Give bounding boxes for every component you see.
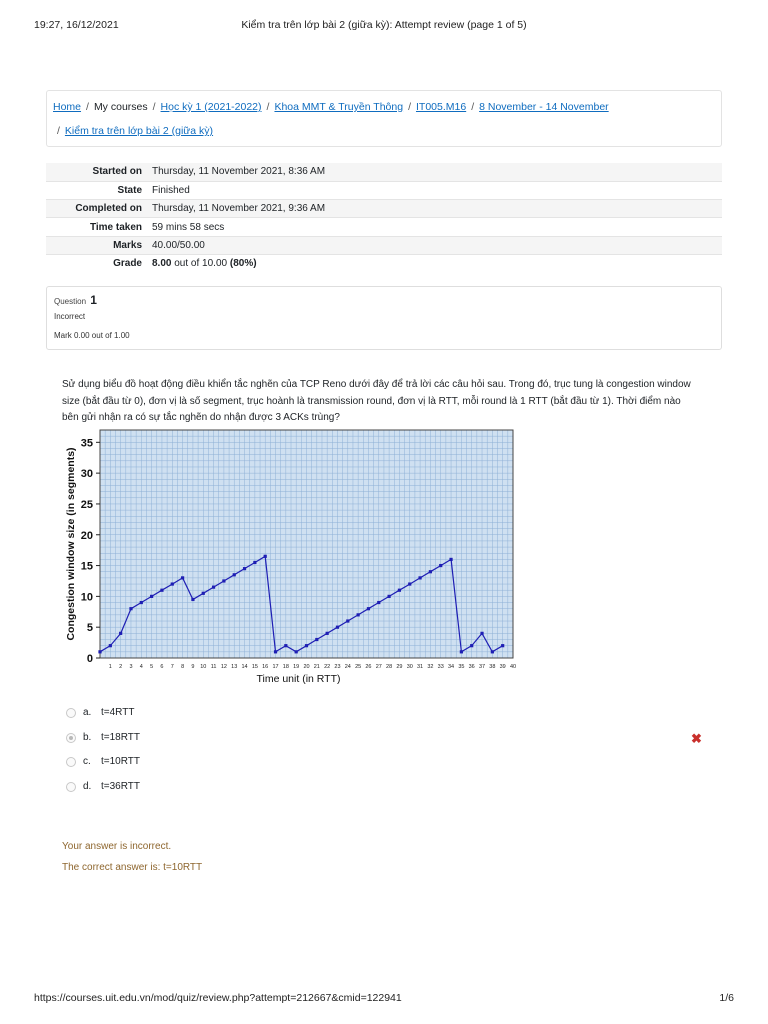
question-info-box bbox=[46, 286, 722, 350]
x-tick-label: 17 bbox=[272, 664, 279, 670]
x-tick-label: 31 bbox=[417, 664, 424, 670]
breadcrumb-separator: / bbox=[86, 101, 89, 113]
data-point bbox=[429, 570, 432, 573]
data-point bbox=[357, 613, 360, 616]
completed-on-label: Completed on bbox=[46, 200, 150, 218]
feedback bbox=[62, 836, 202, 878]
data-point bbox=[336, 626, 339, 629]
incorrect-cross-icon: ✖ bbox=[691, 730, 702, 746]
breadcrumb-separator: / bbox=[408, 101, 411, 113]
data-point bbox=[233, 573, 236, 576]
table-row bbox=[46, 163, 722, 181]
print-page-number: 1/6 bbox=[719, 992, 734, 1004]
x-tick-label: 37 bbox=[478, 664, 486, 670]
data-point bbox=[398, 589, 401, 592]
x-tick-label: 18 bbox=[282, 664, 289, 670]
data-point bbox=[222, 579, 225, 582]
y-tick-label: 20 bbox=[80, 529, 93, 542]
breadcrumb-week-link[interactable]: 8 November - 14 November bbox=[479, 101, 609, 113]
data-point bbox=[140, 601, 143, 604]
y-tick-label: 35 bbox=[80, 437, 93, 450]
data-point bbox=[253, 561, 256, 564]
data-point bbox=[460, 650, 463, 653]
x-tick-label: 14 bbox=[241, 664, 248, 670]
data-point bbox=[408, 582, 411, 585]
completed-on-value: Thursday, 11 November 2021, 9:36 AM bbox=[150, 200, 722, 218]
x-tick-label: 23 bbox=[334, 664, 341, 670]
data-point bbox=[418, 576, 421, 579]
x-tick-label: 6 bbox=[160, 664, 164, 670]
data-point bbox=[98, 650, 101, 653]
data-point bbox=[181, 576, 184, 579]
breadcrumb bbox=[46, 90, 722, 147]
table-row bbox=[46, 181, 722, 199]
x-tick-label: 10 bbox=[200, 664, 207, 670]
option-letter: b. bbox=[83, 731, 92, 743]
print-header bbox=[0, 0, 768, 34]
grade-label: Grade bbox=[46, 254, 150, 272]
x-tick-label: 3 bbox=[129, 664, 133, 670]
state-label: State bbox=[46, 181, 150, 199]
question-text: Sử dụng biểu đồ hoạt động điều khiển tắc nghẽn của TCP Reno dưới đây để trả lời các câu hỏi sau. Trong đó, trục tung là congestion window size (bắt đầu từ 0), đơn vị là số segment, trục hoành là transmission round, đơn vị là RTT, mỗi round là 1 RTT (bắt đầu từ 1). Thời điểm nào bên gửi nhận ra có sự tắc nghẽn do nhận được 3 ACKs trùng? bbox=[62, 379, 691, 423]
breadcrumb-faculty-link[interactable]: Khoa MMT & Truyền Thông bbox=[274, 101, 404, 113]
data-point bbox=[439, 564, 442, 567]
x-tick-label: 36 bbox=[468, 664, 475, 670]
x-tick-label: 5 bbox=[150, 664, 154, 670]
started-on-value: Thursday, 11 November 2021, 8:36 AM bbox=[150, 163, 722, 181]
x-tick-label: 4 bbox=[139, 664, 143, 670]
data-point bbox=[160, 589, 163, 592]
y-tick-label: 0 bbox=[86, 653, 93, 665]
x-axis-label: Time unit (in RTT) bbox=[256, 673, 341, 685]
table-row bbox=[46, 254, 722, 272]
data-point bbox=[243, 567, 246, 570]
marks-label: Marks bbox=[46, 236, 150, 254]
table-row bbox=[46, 236, 722, 254]
x-tick-label: 16 bbox=[262, 664, 269, 670]
x-tick-label: 13 bbox=[231, 664, 238, 670]
x-tick-label: 12 bbox=[220, 664, 227, 670]
breadcrumb-home-link[interactable]: Home bbox=[53, 101, 82, 113]
data-point bbox=[480, 632, 483, 635]
x-tick-label: 29 bbox=[396, 664, 403, 670]
x-tick-label: 35 bbox=[458, 664, 465, 670]
x-tick-label: 39 bbox=[499, 664, 506, 670]
grade-out-of: out of 10.00 bbox=[174, 258, 228, 270]
print-url: https://courses.uit.edu.vn/mod/quiz/review.php?attempt=212667&cmid=122941 bbox=[34, 992, 402, 1004]
breadcrumb-semester-link[interactable]: Học kỳ 1 (2021-2022) bbox=[160, 101, 262, 113]
data-point bbox=[202, 592, 205, 595]
option-c-radio[interactable] bbox=[66, 757, 76, 767]
state-value: Finished bbox=[150, 181, 722, 199]
data-point bbox=[305, 644, 308, 647]
option-a-radio[interactable] bbox=[66, 708, 76, 718]
data-point bbox=[109, 644, 112, 647]
grade-value-cell bbox=[150, 254, 722, 272]
x-tick-label: 11 bbox=[210, 664, 217, 670]
x-tick-label: 26 bbox=[365, 664, 372, 670]
table-row bbox=[46, 218, 722, 236]
option-letter: d. bbox=[83, 780, 92, 792]
breadcrumb-my-courses[interactable]: My courses bbox=[93, 101, 148, 113]
started-on-label: Started on bbox=[46, 163, 150, 181]
data-point bbox=[295, 650, 298, 653]
y-tick-label: 5 bbox=[86, 622, 93, 635]
breadcrumb-separator: / bbox=[152, 101, 156, 113]
y-tick-label: 10 bbox=[80, 591, 93, 604]
data-point bbox=[367, 607, 370, 610]
data-point bbox=[315, 638, 318, 641]
x-tick-label: 32 bbox=[427, 664, 434, 670]
x-tick-label: 30 bbox=[406, 664, 413, 670]
grade-percent: (80%) bbox=[229, 258, 257, 270]
attempt-summary-table bbox=[46, 163, 722, 273]
option-b-radio[interactable] bbox=[66, 733, 76, 743]
option-text: t=18RTT bbox=[101, 731, 140, 743]
question-state: Incorrect bbox=[54, 312, 86, 321]
data-point bbox=[171, 582, 174, 585]
breadcrumb-row-1 bbox=[53, 101, 609, 113]
x-tick-label: 33 bbox=[437, 664, 444, 670]
data-point bbox=[129, 607, 132, 610]
question-number-value: 1 bbox=[90, 293, 97, 307]
data-point bbox=[377, 601, 380, 604]
option-letter: a. bbox=[83, 707, 92, 718]
option-letter: c. bbox=[83, 756, 91, 767]
time-taken-label: Time taken bbox=[46, 218, 150, 236]
data-point bbox=[501, 644, 504, 647]
breadcrumb-separator: / bbox=[57, 125, 60, 137]
grade-value: 8.00 bbox=[152, 258, 172, 270]
feedback-correct-answer: The correct answer is: t=10RTT bbox=[62, 862, 203, 873]
data-point bbox=[449, 558, 452, 561]
x-tick-label: 1 bbox=[108, 664, 112, 670]
data-point bbox=[491, 650, 494, 653]
data-point bbox=[191, 598, 194, 601]
data-point bbox=[346, 619, 349, 622]
x-tick-label: 24 bbox=[344, 664, 351, 670]
data-point bbox=[264, 555, 267, 558]
x-tick-label: 7 bbox=[170, 664, 174, 670]
breadcrumb-separator: / bbox=[471, 101, 475, 113]
x-tick-label: 27 bbox=[375, 664, 382, 670]
x-tick-label: 28 bbox=[386, 664, 393, 670]
x-tick-label: 21 bbox=[313, 664, 320, 670]
data-point bbox=[119, 632, 122, 635]
x-tick-label: 20 bbox=[303, 664, 310, 670]
y-tick-label: 25 bbox=[80, 498, 93, 511]
x-tick-label: 22 bbox=[324, 664, 331, 670]
breadcrumb-quiz-link[interactable]: Kiểm tra trên lớp bài 2 (giữa kỳ) bbox=[64, 125, 214, 137]
data-point bbox=[212, 586, 215, 589]
marks-value: 40.00/50.00 bbox=[150, 236, 722, 254]
option-d[interactable] bbox=[66, 780, 726, 805]
data-point bbox=[150, 595, 153, 598]
x-tick-label: 15 bbox=[251, 664, 258, 670]
print-title: Kiểm tra trên lớp bài 2 (giữa kỳ): Attempt review (page 1 of 5) bbox=[241, 19, 527, 31]
question-label: Question bbox=[54, 297, 87, 306]
option-text: t=10RTT bbox=[101, 756, 140, 767]
option-a[interactable] bbox=[66, 706, 726, 731]
breadcrumb-course-link[interactable]: IT005.M16 bbox=[415, 101, 467, 113]
x-tick-label: 8 bbox=[181, 664, 185, 670]
x-tick-label: 34 bbox=[447, 664, 455, 670]
y-tick-label: 30 bbox=[80, 468, 93, 481]
x-tick-label: 2 bbox=[119, 664, 123, 670]
option-b[interactable] bbox=[66, 731, 726, 756]
feedback-incorrect: Your answer is incorrect. bbox=[62, 841, 172, 852]
data-point bbox=[284, 644, 287, 647]
breadcrumb-row-2 bbox=[57, 125, 213, 137]
answer-options bbox=[66, 706, 726, 804]
x-tick-label: 40 bbox=[509, 664, 517, 670]
congestion-window-chart bbox=[56, 422, 518, 687]
question-mark: Mark 0.00 out of 1.00 bbox=[54, 331, 130, 340]
x-tick-label: 38 bbox=[489, 664, 496, 670]
data-point bbox=[388, 595, 391, 598]
y-tick-label: 15 bbox=[80, 560, 93, 573]
x-tick-label: 19 bbox=[293, 664, 300, 670]
breadcrumb-separator: / bbox=[266, 101, 270, 113]
print-datetime: 19:27, 16/12/2021 bbox=[34, 19, 119, 31]
option-text: t=4RTT bbox=[101, 707, 135, 718]
x-tick-label: 9 bbox=[191, 664, 195, 670]
option-c[interactable] bbox=[66, 755, 726, 780]
y-axis-label: Congestion window size (in segments) bbox=[65, 447, 77, 641]
data-point bbox=[326, 632, 329, 635]
time-taken-value: 59 mins 58 secs bbox=[150, 218, 722, 236]
option-d-radio[interactable] bbox=[66, 782, 76, 792]
question-number bbox=[54, 293, 97, 307]
table-row bbox=[46, 200, 722, 218]
option-text: t=36RTT bbox=[101, 780, 140, 792]
data-point bbox=[470, 644, 473, 647]
data-point bbox=[274, 650, 277, 653]
x-tick-label: 25 bbox=[355, 664, 362, 670]
